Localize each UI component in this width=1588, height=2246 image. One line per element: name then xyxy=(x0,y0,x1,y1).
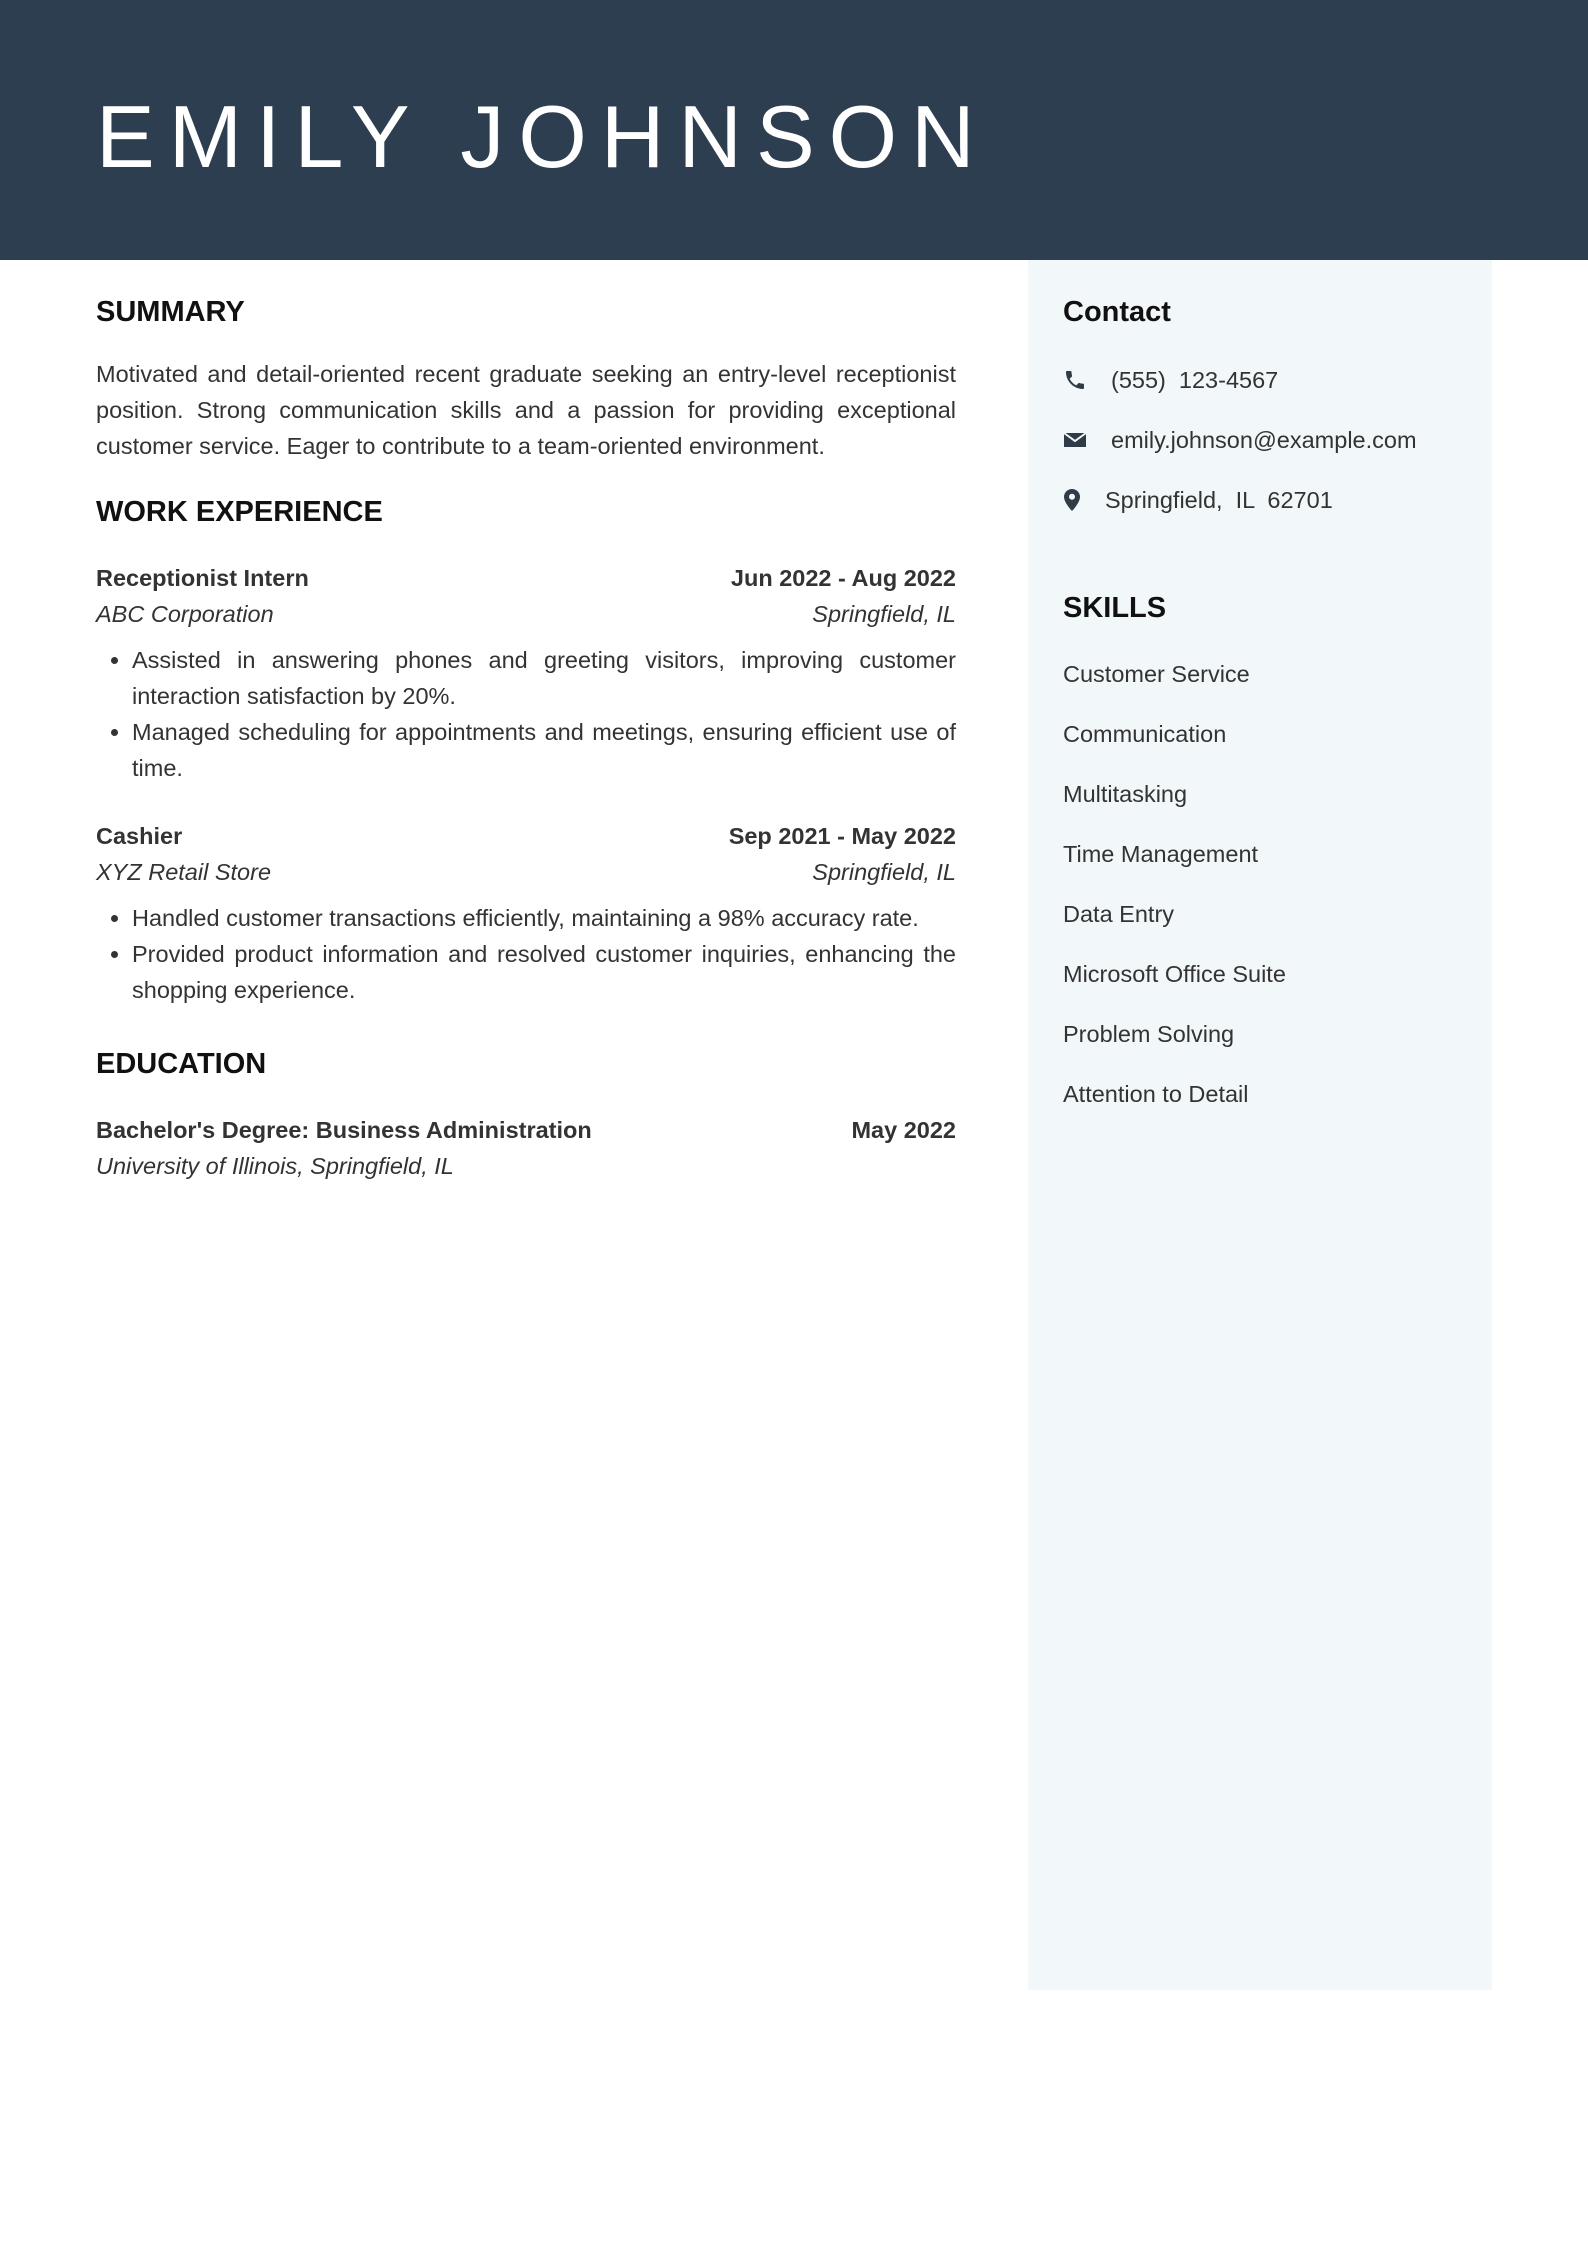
contact-location xyxy=(1063,470,1483,530)
job-dates: Sep 2021 - May 2022 xyxy=(728,823,956,849)
job-dates: Jun 2022 - Aug 2022 xyxy=(730,565,956,591)
summary-text: Motivated and detail-oriented recent graduate seeking an entry-level receptionist position. Strong communication skills and a passion for providing exceptional customer service. Eager to contribute to a team-oriented environment. xyxy=(96,361,956,459)
education-subheader xyxy=(96,1148,956,1184)
degree-date: May 2022 xyxy=(851,1117,956,1143)
skills-heading: SKILLS xyxy=(1063,592,1167,624)
skill-item: Customer Service xyxy=(1063,661,1250,687)
contact-email xyxy=(1063,410,1483,470)
skill-item: Microsoft Office Suite xyxy=(1063,961,1286,987)
job-bullet: • Handled customer transactions efficiently, maintaining a 98% accuracy rate. xyxy=(132,900,956,936)
map-marker-icon xyxy=(1063,488,1105,512)
main-column xyxy=(96,292,956,1184)
skill-item: Problem Solving xyxy=(1063,1021,1235,1047)
contact-heading: Contact xyxy=(1063,296,1171,328)
job-role: Cashier xyxy=(96,823,183,849)
job-bullets xyxy=(96,642,956,786)
contact-list xyxy=(1063,350,1483,530)
job-bullets xyxy=(96,900,956,1008)
job-entry xyxy=(96,560,956,786)
job-bullet: • Managed scheduling for appointments and meetings, ensuring efficient use of time. xyxy=(132,714,956,786)
contact-email-text: emily.johnson@example.com xyxy=(1111,426,1417,453)
job-subheader xyxy=(96,596,956,632)
skill-item: Attention to Detail xyxy=(1063,1081,1249,1107)
job-header xyxy=(96,560,956,596)
job-header xyxy=(96,818,956,854)
job-role: Receptionist Intern xyxy=(96,565,309,591)
envelope-icon xyxy=(1063,430,1111,450)
job-entry xyxy=(96,818,956,1008)
header-banner xyxy=(0,0,1588,260)
job-company: ABC Corporation xyxy=(96,601,274,627)
work-experience-heading: WORK EXPERIENCE xyxy=(96,496,383,528)
education-header xyxy=(96,1112,956,1148)
job-location: Springfield, IL xyxy=(812,601,956,627)
phone-icon xyxy=(1063,368,1111,392)
skill-item: Multitasking xyxy=(1063,781,1188,807)
skill-item: Communication xyxy=(1063,721,1227,747)
job-bullet: • Assisted in answering phones and greeting visitors, improving customer interaction satisfaction by 20%. xyxy=(132,642,956,714)
contact-phone xyxy=(1063,350,1483,410)
summary-heading: SUMMARY xyxy=(96,296,245,328)
education-entry xyxy=(96,1112,956,1184)
job-bullet: • Provided product information and resolved customer inquiries, enhancing the shopping experience. xyxy=(132,936,956,1008)
job-location: Springfield, IL xyxy=(812,859,956,885)
job-company: XYZ Retail Store xyxy=(96,859,272,885)
degree-name: Bachelor's Degree: Business Administration xyxy=(96,1117,592,1143)
contact-phone-text: (555) 123-4567 xyxy=(1111,366,1279,393)
contact-location-text: Springfield, IL 62701 xyxy=(1105,486,1333,513)
sidebar-content xyxy=(1063,292,1483,1124)
school-name: University of Illinois, Springfield, IL xyxy=(96,1153,454,1179)
skill-item: Time Management xyxy=(1063,841,1259,867)
candidate-name: EMILY JOHNSON xyxy=(96,87,989,186)
skill-item: Data Entry xyxy=(1063,901,1175,927)
job-subheader xyxy=(96,854,956,890)
education-heading: EDUCATION xyxy=(96,1048,267,1080)
skills-list xyxy=(1063,644,1483,1124)
